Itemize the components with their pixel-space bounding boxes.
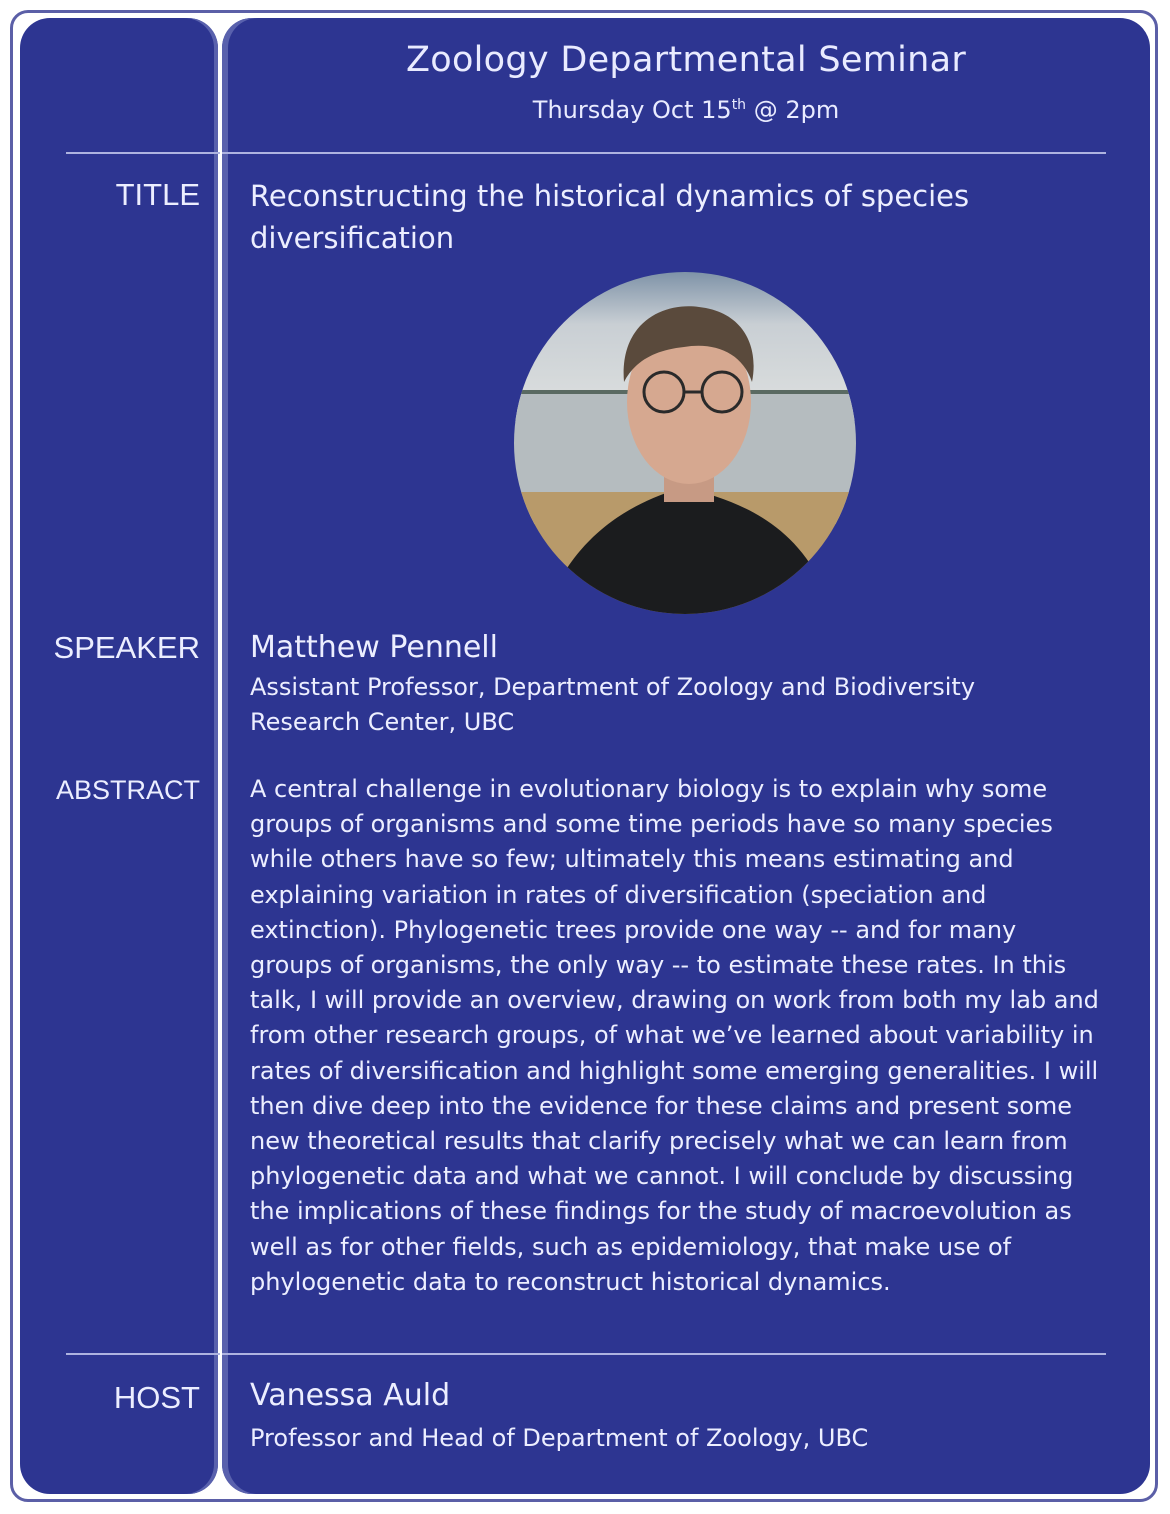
speaker-photo	[514, 272, 856, 614]
label-speaker: SPEAKER	[53, 630, 200, 665]
header-divider-right	[222, 152, 1106, 154]
host-divider-right	[222, 1353, 1106, 1355]
header-divider-left	[66, 152, 220, 154]
label-host: HOST	[113, 1380, 200, 1415]
seminar-title: Zoology Departmental Seminar	[405, 40, 967, 80]
seminar-date: Thursday Oct 15th @ 2pm	[532, 96, 840, 124]
host-affiliation: Professor and Head of Department of Zoology, UBC	[250, 1424, 869, 1452]
label-abstract: ABSTRACT	[55, 775, 200, 805]
label-title: TITLE	[115, 177, 200, 212]
abstract-text: A central challenge in evolutionary biology is to explain why some groups of organisms and some time periods have so many species while others have so few; ultimately this means estimating and explaining variation in rates of diversification (speciation and extinction). Phylogenetic trees provide one way -- and for many groups of organisms, the only way -- to estimate these rates. In this talk, I will provide an overview, drawing on work from both my lab and from other research groups, of what we’ve learned about variability in rates of diversification and highlight some emerging generalities. I will then dive deep into the evidence for these claims and present some new theoretical results that clarify precisely what we can learn from phylogenetic data and what we cannot. I will conclude by discussing the implications of these findings for the study of macroevolution as well as for other fields, such as epidemiology, that make use of phylogenetic data to reconstruct historical dynamics.	[250, 775, 1099, 1296]
speaker-name: Matthew Pennell	[250, 630, 498, 665]
host-divider-left	[66, 1353, 220, 1355]
column-divider	[218, 40, 222, 1472]
host-name: Vanessa Auld	[250, 1378, 451, 1413]
speaker-affiliation: Assistant Professor, Department of Zoology and Biodiversity Research Center, UBC	[250, 673, 976, 736]
talk-title: Reconstructing the historical dynamics of species diversification	[250, 179, 970, 255]
label-column	[20, 18, 218, 1494]
